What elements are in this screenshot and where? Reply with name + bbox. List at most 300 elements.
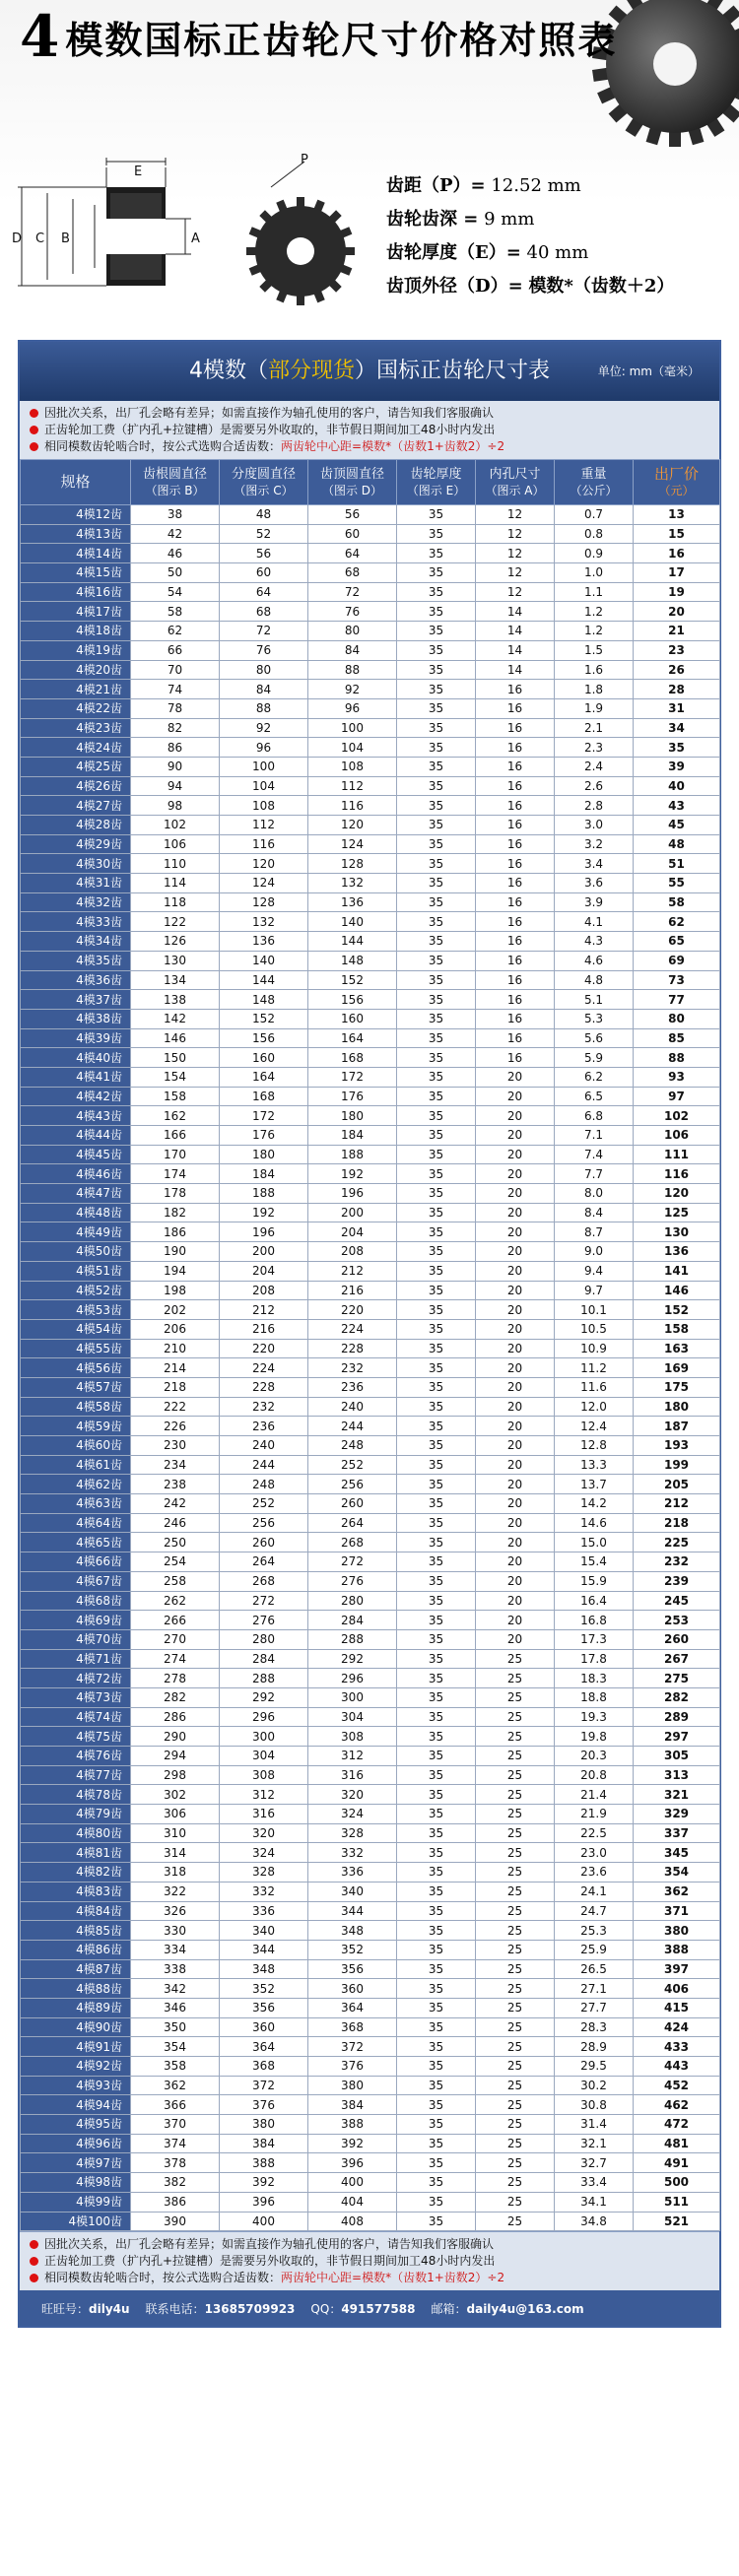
cell-thickness: 35 (397, 1805, 476, 1824)
cell-pitch: 88 (220, 698, 308, 718)
cell-tip: 348 (308, 1921, 397, 1941)
cell-weight: 25.9 (555, 1940, 634, 1959)
cell-tip: 216 (308, 1281, 397, 1300)
cell-spec: 4模98齿 (21, 2173, 131, 2193)
cell-thickness: 35 (397, 1940, 476, 1959)
cell-root: 350 (131, 2017, 220, 2037)
table-row (21, 1513, 720, 1533)
cell-thickness: 35 (397, 2017, 476, 2037)
notes-top (20, 401, 719, 459)
cell-price: 388 (634, 1940, 720, 1959)
cell-bore: 20 (476, 1533, 555, 1552)
cell-weight: 4.1 (555, 912, 634, 932)
cell-thickness: 35 (397, 563, 476, 583)
cell-spec: 4模72齿 (21, 1669, 131, 1688)
cell-tip: 356 (308, 1959, 397, 1979)
cell-pitch: 152 (220, 1009, 308, 1028)
table-row (21, 505, 720, 525)
table-row (21, 1184, 720, 1204)
cell-bore: 20 (476, 1571, 555, 1591)
cell-bore: 16 (476, 854, 555, 874)
cell-root: 198 (131, 1281, 220, 1300)
table-row (21, 1998, 720, 2017)
cell-price: 415 (634, 1998, 720, 2017)
cell-root: 314 (131, 1843, 220, 1863)
cell-thickness: 35 (397, 1863, 476, 1882)
cell-thickness: 35 (397, 1164, 476, 1184)
cell-price: 452 (634, 2076, 720, 2095)
table-row (21, 1319, 720, 1339)
cell-weight: 1.8 (555, 680, 634, 699)
cell-weight: 2.1 (555, 718, 634, 738)
cell-weight: 1.2 (555, 602, 634, 622)
cell-bore: 16 (476, 1028, 555, 1048)
table-row (21, 1417, 720, 1436)
cell-bore: 25 (476, 2076, 555, 2095)
cell-root: 362 (131, 2076, 220, 2095)
cell-spec: 4模61齿 (21, 1455, 131, 1475)
cell-weight: 1.2 (555, 622, 634, 641)
cell-tip: 56 (308, 505, 397, 525)
cell-spec: 4模29齿 (21, 834, 131, 854)
cell-tip: 148 (308, 951, 397, 970)
cell-price: 424 (634, 2017, 720, 2037)
cell-price: 481 (634, 2134, 720, 2153)
cell-root: 182 (131, 1203, 220, 1222)
bullet-icon (30, 426, 38, 434)
cell-price: 65 (634, 932, 720, 952)
table-row (21, 1475, 720, 1494)
cell-root: 234 (131, 1455, 220, 1475)
table-row (21, 874, 720, 893)
cell-weight: 25.3 (555, 1921, 634, 1941)
table-row (21, 1377, 720, 1397)
cell-pitch: 188 (220, 1184, 308, 1204)
cell-weight: 4.8 (555, 970, 634, 990)
table-row (21, 1979, 720, 1999)
cell-tip: 268 (308, 1533, 397, 1552)
cell-root: 290 (131, 1727, 220, 1747)
table-row (21, 1106, 720, 1126)
cell-tip: 128 (308, 854, 397, 874)
cell-tip: 280 (308, 1591, 397, 1611)
cell-thickness: 35 (397, 1882, 476, 1901)
cell-thickness: 35 (397, 582, 476, 602)
cell-bore: 14 (476, 602, 555, 622)
cell-weight: 10.5 (555, 1319, 634, 1339)
cell-root: 346 (131, 1998, 220, 2017)
cell-tip: 368 (308, 2017, 397, 2037)
cell-weight: 8.4 (555, 1203, 634, 1222)
cell-weight: 6.8 (555, 1106, 634, 1126)
cell-pitch: 156 (220, 1028, 308, 1048)
cell-tip: 296 (308, 1669, 397, 1688)
cell-thickness: 35 (397, 1145, 476, 1164)
cell-root: 270 (131, 1629, 220, 1649)
cell-thickness: 35 (397, 1126, 476, 1146)
cell-bore: 25 (476, 1979, 555, 1999)
table-row (21, 1669, 720, 1688)
note-item: 相同模数齿轮啮合时，按公式选购合适齿数：两齿轮中心距=模数*（齿数1+齿数2）÷2 (30, 2270, 711, 2286)
cell-spec: 4模69齿 (21, 1611, 131, 1630)
cell-root: 170 (131, 1145, 220, 1164)
cell-spec: 4模76齿 (21, 1747, 131, 1766)
cell-root: 186 (131, 1222, 220, 1242)
table-row (21, 698, 720, 718)
note-item: 因批次关系，出厂孔会略有差异；如需直接作为轴孔使用的客户，请告知我们客服确认 (30, 2236, 711, 2253)
cell-bore: 25 (476, 1843, 555, 1863)
cell-pitch: 364 (220, 2037, 308, 2057)
cell-price: 13 (634, 505, 720, 525)
cell-bore: 16 (476, 1048, 555, 1068)
cell-root: 90 (131, 757, 220, 776)
cell-root: 66 (131, 640, 220, 660)
cell-price: 17 (634, 563, 720, 583)
cell-bore: 20 (476, 1436, 555, 1456)
table-row (21, 680, 720, 699)
cell-spec: 4模18齿 (21, 622, 131, 641)
cell-weight: 16.4 (555, 1591, 634, 1611)
table-row (21, 854, 720, 874)
cell-tip: 200 (308, 1203, 397, 1222)
cell-pitch: 400 (220, 2212, 308, 2231)
cell-weight: 27.1 (555, 1979, 634, 1999)
table-row (21, 1882, 720, 1901)
cell-thickness: 35 (397, 544, 476, 563)
cell-thickness: 35 (397, 2076, 476, 2095)
cell-spec: 4模71齿 (21, 1649, 131, 1669)
table-row (21, 2017, 720, 2037)
cell-price: 73 (634, 970, 720, 990)
cell-spec: 4模95齿 (21, 2115, 131, 2135)
cell-thickness: 35 (397, 1513, 476, 1533)
cell-price: 433 (634, 2037, 720, 2057)
table-row (21, 2095, 720, 2115)
cell-tip: 112 (308, 776, 397, 796)
table-row (21, 582, 720, 602)
cell-tip: 360 (308, 1979, 397, 1999)
col-pitch: 分度圆直径 （图示 C） (220, 460, 308, 505)
cell-thickness: 35 (397, 1707, 476, 1727)
cell-root: 238 (131, 1475, 220, 1494)
cell-weight: 21.4 (555, 1785, 634, 1805)
cell-thickness: 35 (397, 1009, 476, 1028)
cell-tip: 308 (308, 1727, 397, 1747)
cell-weight: 1.6 (555, 660, 634, 680)
cell-weight: 9.0 (555, 1242, 634, 1262)
cell-thickness: 35 (397, 1475, 476, 1494)
cell-bore: 16 (476, 970, 555, 990)
cell-thickness: 35 (397, 1339, 476, 1358)
cell-thickness: 35 (397, 1669, 476, 1688)
cell-spec: 4模70齿 (21, 1629, 131, 1649)
cell-spec: 4模55齿 (21, 1339, 131, 1358)
cell-bore: 25 (476, 2115, 555, 2135)
cell-thickness: 35 (397, 1358, 476, 1378)
notes-bottom (20, 2231, 719, 2290)
cell-weight: 33.4 (555, 2173, 634, 2193)
cell-price: 329 (634, 1805, 720, 1824)
cell-weight: 6.2 (555, 1067, 634, 1087)
phone: 联系电话：13685709923 (145, 2301, 296, 2316)
cell-spec: 4模34齿 (21, 932, 131, 952)
cell-bore: 25 (476, 1940, 555, 1959)
cell-root: 146 (131, 1028, 220, 1048)
cell-root: 286 (131, 1707, 220, 1727)
cell-root: 178 (131, 1184, 220, 1204)
cell-pitch: 160 (220, 1048, 308, 1068)
cell-root: 106 (131, 834, 220, 854)
cell-tip: 224 (308, 1319, 397, 1339)
cell-tip: 236 (308, 1377, 397, 1397)
cell-pitch: 232 (220, 1397, 308, 1417)
cell-pitch: 376 (220, 2095, 308, 2115)
cell-pitch: 340 (220, 1921, 308, 1941)
cell-tip: 104 (308, 738, 397, 758)
cell-root: 74 (131, 680, 220, 699)
cell-root: 330 (131, 1921, 220, 1941)
cell-tip: 196 (308, 1184, 397, 1204)
label-B: B (61, 231, 70, 246)
cell-pitch: 64 (220, 582, 308, 602)
cell-tip: 336 (308, 1863, 397, 1882)
cell-spec: 4模17齿 (21, 602, 131, 622)
cell-spec: 4模36齿 (21, 970, 131, 990)
cell-spec: 4模67齿 (21, 1571, 131, 1591)
cell-root: 326 (131, 1901, 220, 1921)
cell-price: 62 (634, 912, 720, 932)
cell-spec: 4模28齿 (21, 816, 131, 835)
title-number: 4 (20, 3, 60, 70)
cell-price: 239 (634, 1571, 720, 1591)
cell-weight: 7.4 (555, 1145, 634, 1164)
cell-pitch: 96 (220, 738, 308, 758)
cell-bore: 14 (476, 660, 555, 680)
cell-pitch: 200 (220, 1242, 308, 1262)
cell-tip: 76 (308, 602, 397, 622)
cell-tip: 72 (308, 582, 397, 602)
cell-spec: 4模14齿 (21, 544, 131, 563)
cell-tip: 256 (308, 1475, 397, 1494)
cell-bore: 25 (476, 2192, 555, 2212)
table-row (21, 1164, 720, 1184)
table-row (21, 2037, 720, 2057)
cell-price: 345 (634, 1843, 720, 1863)
cell-thickness: 35 (397, 1823, 476, 1843)
cell-bore: 20 (476, 1591, 555, 1611)
cell-thickness: 35 (397, 757, 476, 776)
table-row (21, 544, 720, 563)
cell-spec: 4模64齿 (21, 1513, 131, 1533)
cell-thickness: 35 (397, 874, 476, 893)
cell-bore: 20 (476, 1397, 555, 1417)
cell-pitch: 372 (220, 2076, 308, 2095)
cell-spec: 4模32齿 (21, 892, 131, 912)
cell-spec: 4模50齿 (21, 1242, 131, 1262)
cell-root: 50 (131, 563, 220, 583)
cell-pitch: 268 (220, 1571, 308, 1591)
cell-price: 212 (634, 1494, 720, 1514)
table-row (21, 2057, 720, 2077)
cell-bore: 25 (476, 2017, 555, 2037)
cell-root: 202 (131, 1300, 220, 1320)
cell-pitch: 148 (220, 990, 308, 1010)
spec-table (20, 459, 720, 2231)
cell-thickness: 35 (397, 680, 476, 699)
cell-spec: 4模40齿 (21, 1048, 131, 1068)
cell-bore: 20 (476, 1417, 555, 1436)
table-row (21, 1358, 720, 1378)
cell-root: 58 (131, 602, 220, 622)
bullet-icon (30, 2274, 38, 2282)
cell-weight: 29.5 (555, 2057, 634, 2077)
cell-pitch: 84 (220, 680, 308, 699)
cell-pitch: 116 (220, 834, 308, 854)
table-row (21, 1785, 720, 1805)
cell-root: 102 (131, 816, 220, 835)
cell-tip: 316 (308, 1765, 397, 1785)
table-row (21, 1747, 720, 1766)
cell-root: 222 (131, 1397, 220, 1417)
cell-spec: 4模23齿 (21, 718, 131, 738)
cell-spec: 4模25齿 (21, 757, 131, 776)
cell-weight: 2.8 (555, 796, 634, 816)
cell-price: 406 (634, 1979, 720, 1999)
cell-spec: 4模54齿 (21, 1319, 131, 1339)
cell-bore: 12 (476, 524, 555, 544)
cell-price: 199 (634, 1455, 720, 1475)
cell-pitch: 384 (220, 2134, 308, 2153)
cell-thickness: 35 (397, 2173, 476, 2193)
wangwang-id: 旺旺号：dily4u (41, 2301, 130, 2316)
cell-weight: 15.0 (555, 1533, 634, 1552)
cell-spec: 4模22齿 (21, 698, 131, 718)
cell-pitch: 112 (220, 816, 308, 835)
cell-tip: 188 (308, 1145, 397, 1164)
cell-tip: 292 (308, 1649, 397, 1669)
cell-thickness: 35 (397, 1649, 476, 1669)
cell-pitch: 168 (220, 1087, 308, 1106)
cell-bore: 20 (476, 1339, 555, 1358)
cell-pitch: 296 (220, 1707, 308, 1727)
cell-pitch: 332 (220, 1882, 308, 1901)
table-row (21, 1087, 720, 1106)
cell-pitch: 132 (220, 912, 308, 932)
note-item: 正齿轮加工费（扩内孔+拉键槽）是需要另外收取的，非节假日期间加工48小时内发出 (30, 422, 711, 438)
cell-bore: 16 (476, 1009, 555, 1028)
cell-price: 40 (634, 776, 720, 796)
dimension-diagram (8, 158, 205, 296)
cell-tip: 184 (308, 1126, 397, 1146)
cell-price: 80 (634, 1009, 720, 1028)
cell-pitch: 300 (220, 1727, 308, 1747)
cell-tip: 384 (308, 2095, 397, 2115)
cell-spec: 4模78齿 (21, 1785, 131, 1805)
cell-bore: 25 (476, 1901, 555, 1921)
cell-price: 20 (634, 602, 720, 622)
qq: QQ：491577588 (310, 2301, 416, 2316)
cell-pitch: 56 (220, 544, 308, 563)
cell-pitch: 396 (220, 2192, 308, 2212)
cell-root: 210 (131, 1339, 220, 1358)
cell-bore: 12 (476, 582, 555, 602)
cell-price: 163 (634, 1339, 720, 1358)
cell-pitch: 360 (220, 2017, 308, 2037)
cell-bore: 20 (476, 1300, 555, 1320)
cell-thickness: 35 (397, 2057, 476, 2077)
cell-root: 78 (131, 698, 220, 718)
note-item: 相同模数齿轮啮合时，按公式选购合适齿数：两齿轮中心距=模数*（齿数1+齿数2）÷2 (30, 438, 711, 455)
spec-pitch: 齿距（P）= 12.52 mm (386, 175, 581, 196)
cell-tip: 168 (308, 1048, 397, 1068)
col-tip: 齿顶圆直径 （图示 D） (308, 460, 397, 505)
cell-weight: 17.3 (555, 1629, 634, 1649)
cell-spec: 4模42齿 (21, 1087, 131, 1106)
cell-tip: 68 (308, 563, 397, 583)
cell-root: 302 (131, 1785, 220, 1805)
bullet-icon (30, 2240, 38, 2249)
cell-pitch: 356 (220, 1998, 308, 2017)
cell-price: 511 (634, 2192, 720, 2212)
table-row (21, 2153, 720, 2173)
table-row (21, 1126, 720, 1146)
cell-pitch: 328 (220, 1863, 308, 1882)
cell-thickness: 35 (397, 602, 476, 622)
cell-root: 386 (131, 2192, 220, 2212)
cell-thickness: 35 (397, 1261, 476, 1281)
table-row (21, 796, 720, 816)
cell-weight: 28.3 (555, 2017, 634, 2037)
cell-pitch: 336 (220, 1901, 308, 1921)
cell-bore: 16 (476, 757, 555, 776)
cell-thickness: 35 (397, 970, 476, 990)
label-E: E (134, 165, 143, 179)
cell-weight: 2.6 (555, 776, 634, 796)
cell-spec: 4模20齿 (21, 660, 131, 680)
cell-weight: 28.9 (555, 2037, 634, 2057)
cell-root: 378 (131, 2153, 220, 2173)
cell-pitch: 72 (220, 622, 308, 641)
cell-price: 51 (634, 854, 720, 874)
cell-tip: 352 (308, 1940, 397, 1959)
table-row (21, 1940, 720, 1959)
cell-weight: 16.8 (555, 1611, 634, 1630)
cell-bore: 25 (476, 1863, 555, 1882)
cell-thickness: 35 (397, 1203, 476, 1222)
table-row (21, 1863, 720, 1882)
cell-price: 491 (634, 2153, 720, 2173)
cell-thickness: 35 (397, 1765, 476, 1785)
cell-pitch: 204 (220, 1261, 308, 1281)
cell-weight: 13.3 (555, 1455, 634, 1475)
cell-thickness: 35 (397, 640, 476, 660)
cell-tip: 116 (308, 796, 397, 816)
cell-price: 180 (634, 1397, 720, 1417)
cell-weight: 13.7 (555, 1475, 634, 1494)
cell-tip: 312 (308, 1747, 397, 1766)
cell-bore: 16 (476, 912, 555, 932)
cell-tip: 80 (308, 622, 397, 641)
table-row (21, 524, 720, 544)
cell-weight: 23.0 (555, 1843, 634, 1863)
cell-tip: 120 (308, 816, 397, 835)
cell-tip: 152 (308, 970, 397, 990)
table-row (21, 1222, 720, 1242)
cell-weight: 12.8 (555, 1436, 634, 1456)
cell-tip: 208 (308, 1242, 397, 1262)
table-title: 4模数（部分现货）国标正齿轮尺寸表 单位: mm（毫米） (20, 342, 719, 401)
cell-thickness: 35 (397, 2212, 476, 2231)
